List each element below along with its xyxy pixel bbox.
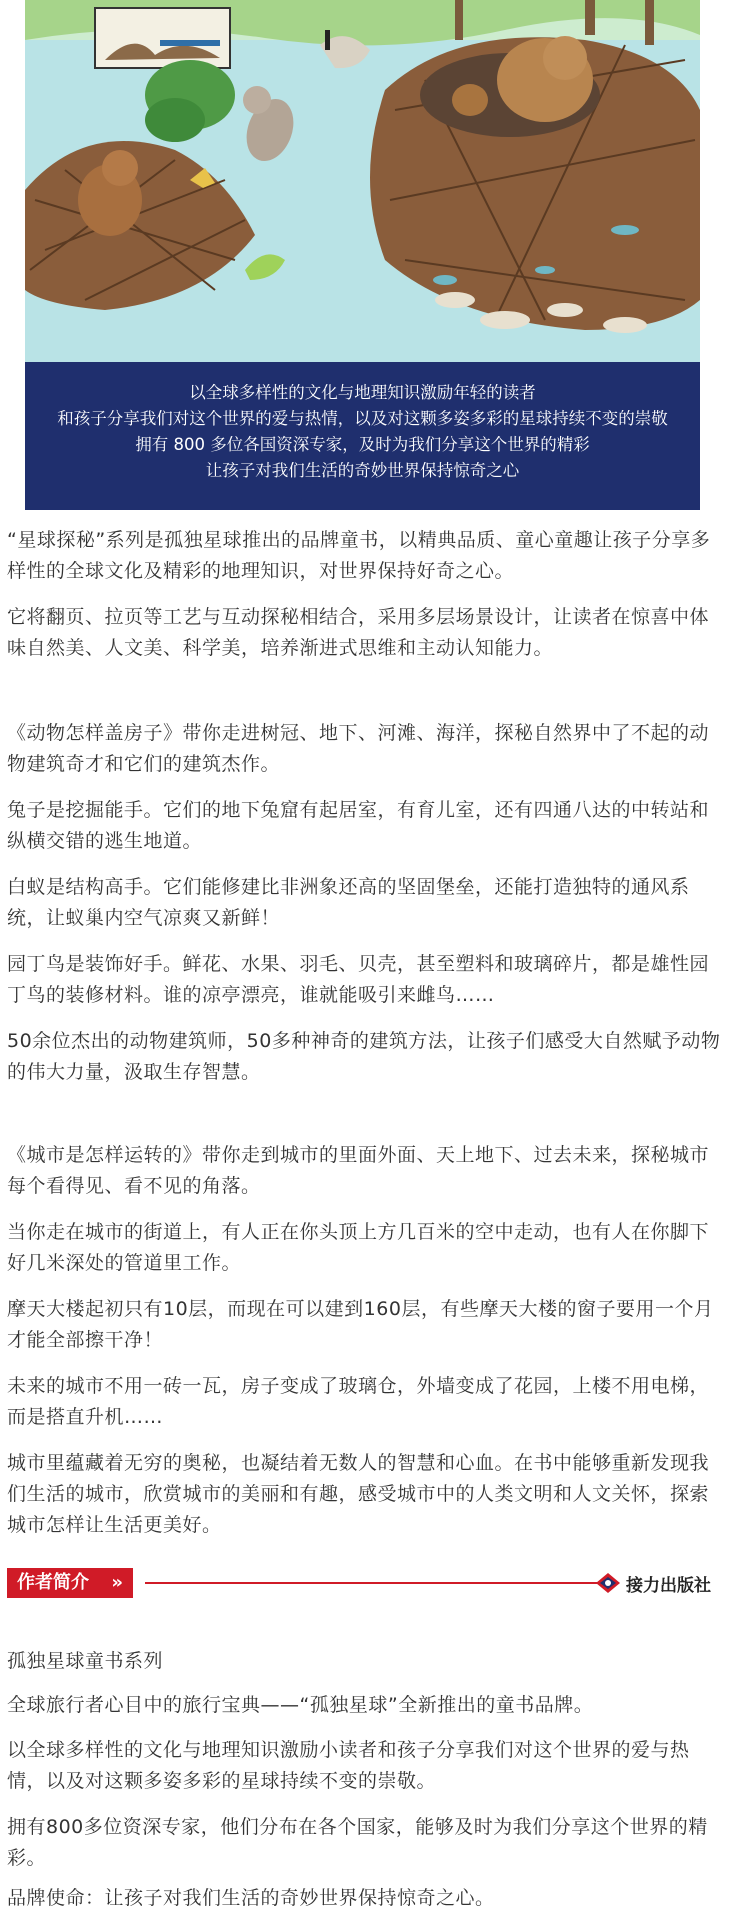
city-paragraph: 当你走在城市的街道上，有人正在你头顶上方几百米的空中走动，也有人在你脚下好几米深处的管道里工作。 [7, 1221, 710, 1274]
publisher-name: 接力出版社 [626, 1575, 711, 1596]
hero-illustration [25, 0, 700, 510]
caption-line: 和孩子分享我们对这个世界的爱与热情，以及对这颗多姿多彩的星球持续不变的崇敬 [57, 409, 668, 428]
section-header-author [7, 1568, 711, 1598]
author-paragraph: 拥有800多位资深专家，他们分布在各个国家，能够及时为我们分享这个世界的精彩。 [7, 1816, 708, 1869]
double-chevron-icon: » [111, 1572, 123, 1593]
intro-paragraph: 它将翻页、拉页等工艺与互动探秘相结合，采用多层场景设计，让读者在惊喜中体味自然美、人文美、科学美，培养渐进式思维和主动认知能力。 [7, 606, 710, 659]
caption-line: 让孩子对我们生活的奇妙世界保持惊奇之心 [205, 461, 520, 480]
author-paragraph: 以全球多样性的文化与地理知识激励小读者和孩子分享我们对这个世界的爱与热情，以及对这颗多姿多彩的星球持续不变的崇敬。 [7, 1739, 690, 1792]
city-paragraph: 摩天大楼起初只有10层，而现在可以建到160层，有些摩天大楼的窗子要用一个月才能全部擦干净！ [7, 1298, 714, 1351]
beaver-illustration [25, 0, 700, 362]
caption-line: 以全球多样性的文化与地理知识激励年轻的读者 [189, 383, 536, 402]
author-paragraph: 孤独星球童书系列 [7, 1650, 164, 1672]
animals-paragraph: 白蚁是结构高手。它们能修建比非洲象还高的坚固堡垒，还能打造独特的通风系统，让蚁巢内空气凉爽又新鲜！ [7, 876, 690, 929]
animals-paragraph: 兔子是挖掘能手。它们的地下兔窟有起居室，有育儿室，还有四通八达的中转站和纵横交错的逃生地道。 [7, 799, 710, 852]
animals-paragraph: 园丁鸟是装饰好手。鲜花、水果、羽毛、贝壳，甚至塑料和玻璃碎片，都是雄性园丁鸟的装修材料。谁的凉亭漂亮，谁就能吸引来雌鸟…… [7, 953, 710, 1006]
city-paragraph: 城市里蕴藏着无穷的奥秘，也凝结着无数人的智慧和心血。在书中能够重新发现我们生活的城市，欣赏城市的美丽和有趣，感受城市中的人类文明和人文关怀，探索城市怎样让生活更美好。 [7, 1452, 710, 1536]
section-label [7, 1568, 133, 1598]
city-paragraph: 未来的城市不用一砖一瓦，房子变成了玻璃仓，外墙变成了花园，上楼不用电梯，而是搭直升机…… [7, 1375, 710, 1428]
hero-caption [25, 362, 700, 510]
section-title: 作者简介 [17, 1572, 89, 1593]
publisher-logo [594, 1568, 711, 1598]
author-paragraph: 全球旅行者心目中的旅行宝典——“孤独星球”全新推出的童书品牌。 [7, 1694, 594, 1716]
section-divider [145, 1582, 600, 1584]
city-paragraph: 《城市是怎样运转的》带你走到城市的里面外面、天上地下、过去未来，探秘城市每个看得见、看不见的角落。 [7, 1144, 710, 1197]
publisher-emblem-icon [594, 1571, 622, 1595]
author-paragraph: 品牌使命：让孩子对我们生活的奇妙世界保持惊奇之心。 [7, 1887, 495, 1909]
intro-paragraph: “星球探秘”系列是孤独星球推出的品牌童书，以精典品质、童心童趣让孩子分享多样性的全球文化及精彩的地理知识，对世界保持好奇之心。 [7, 529, 711, 582]
animals-paragraph: 50余位杰出的动物建筑师，50多种神奇的建筑方法，让孩子们感受大自然赋予动物的伟大力量，汲取生存智慧。 [7, 1030, 721, 1083]
caption-line: 拥有 800 多位各国资深专家，及时为我们分享这个世界的精彩 [135, 435, 590, 454]
animals-paragraph: 《动物怎样盖房子》带你走进树冠、地下、河滩、海洋，探秘自然界中了不起的动物建筑奇才和它们的建筑杰作。 [7, 722, 710, 775]
